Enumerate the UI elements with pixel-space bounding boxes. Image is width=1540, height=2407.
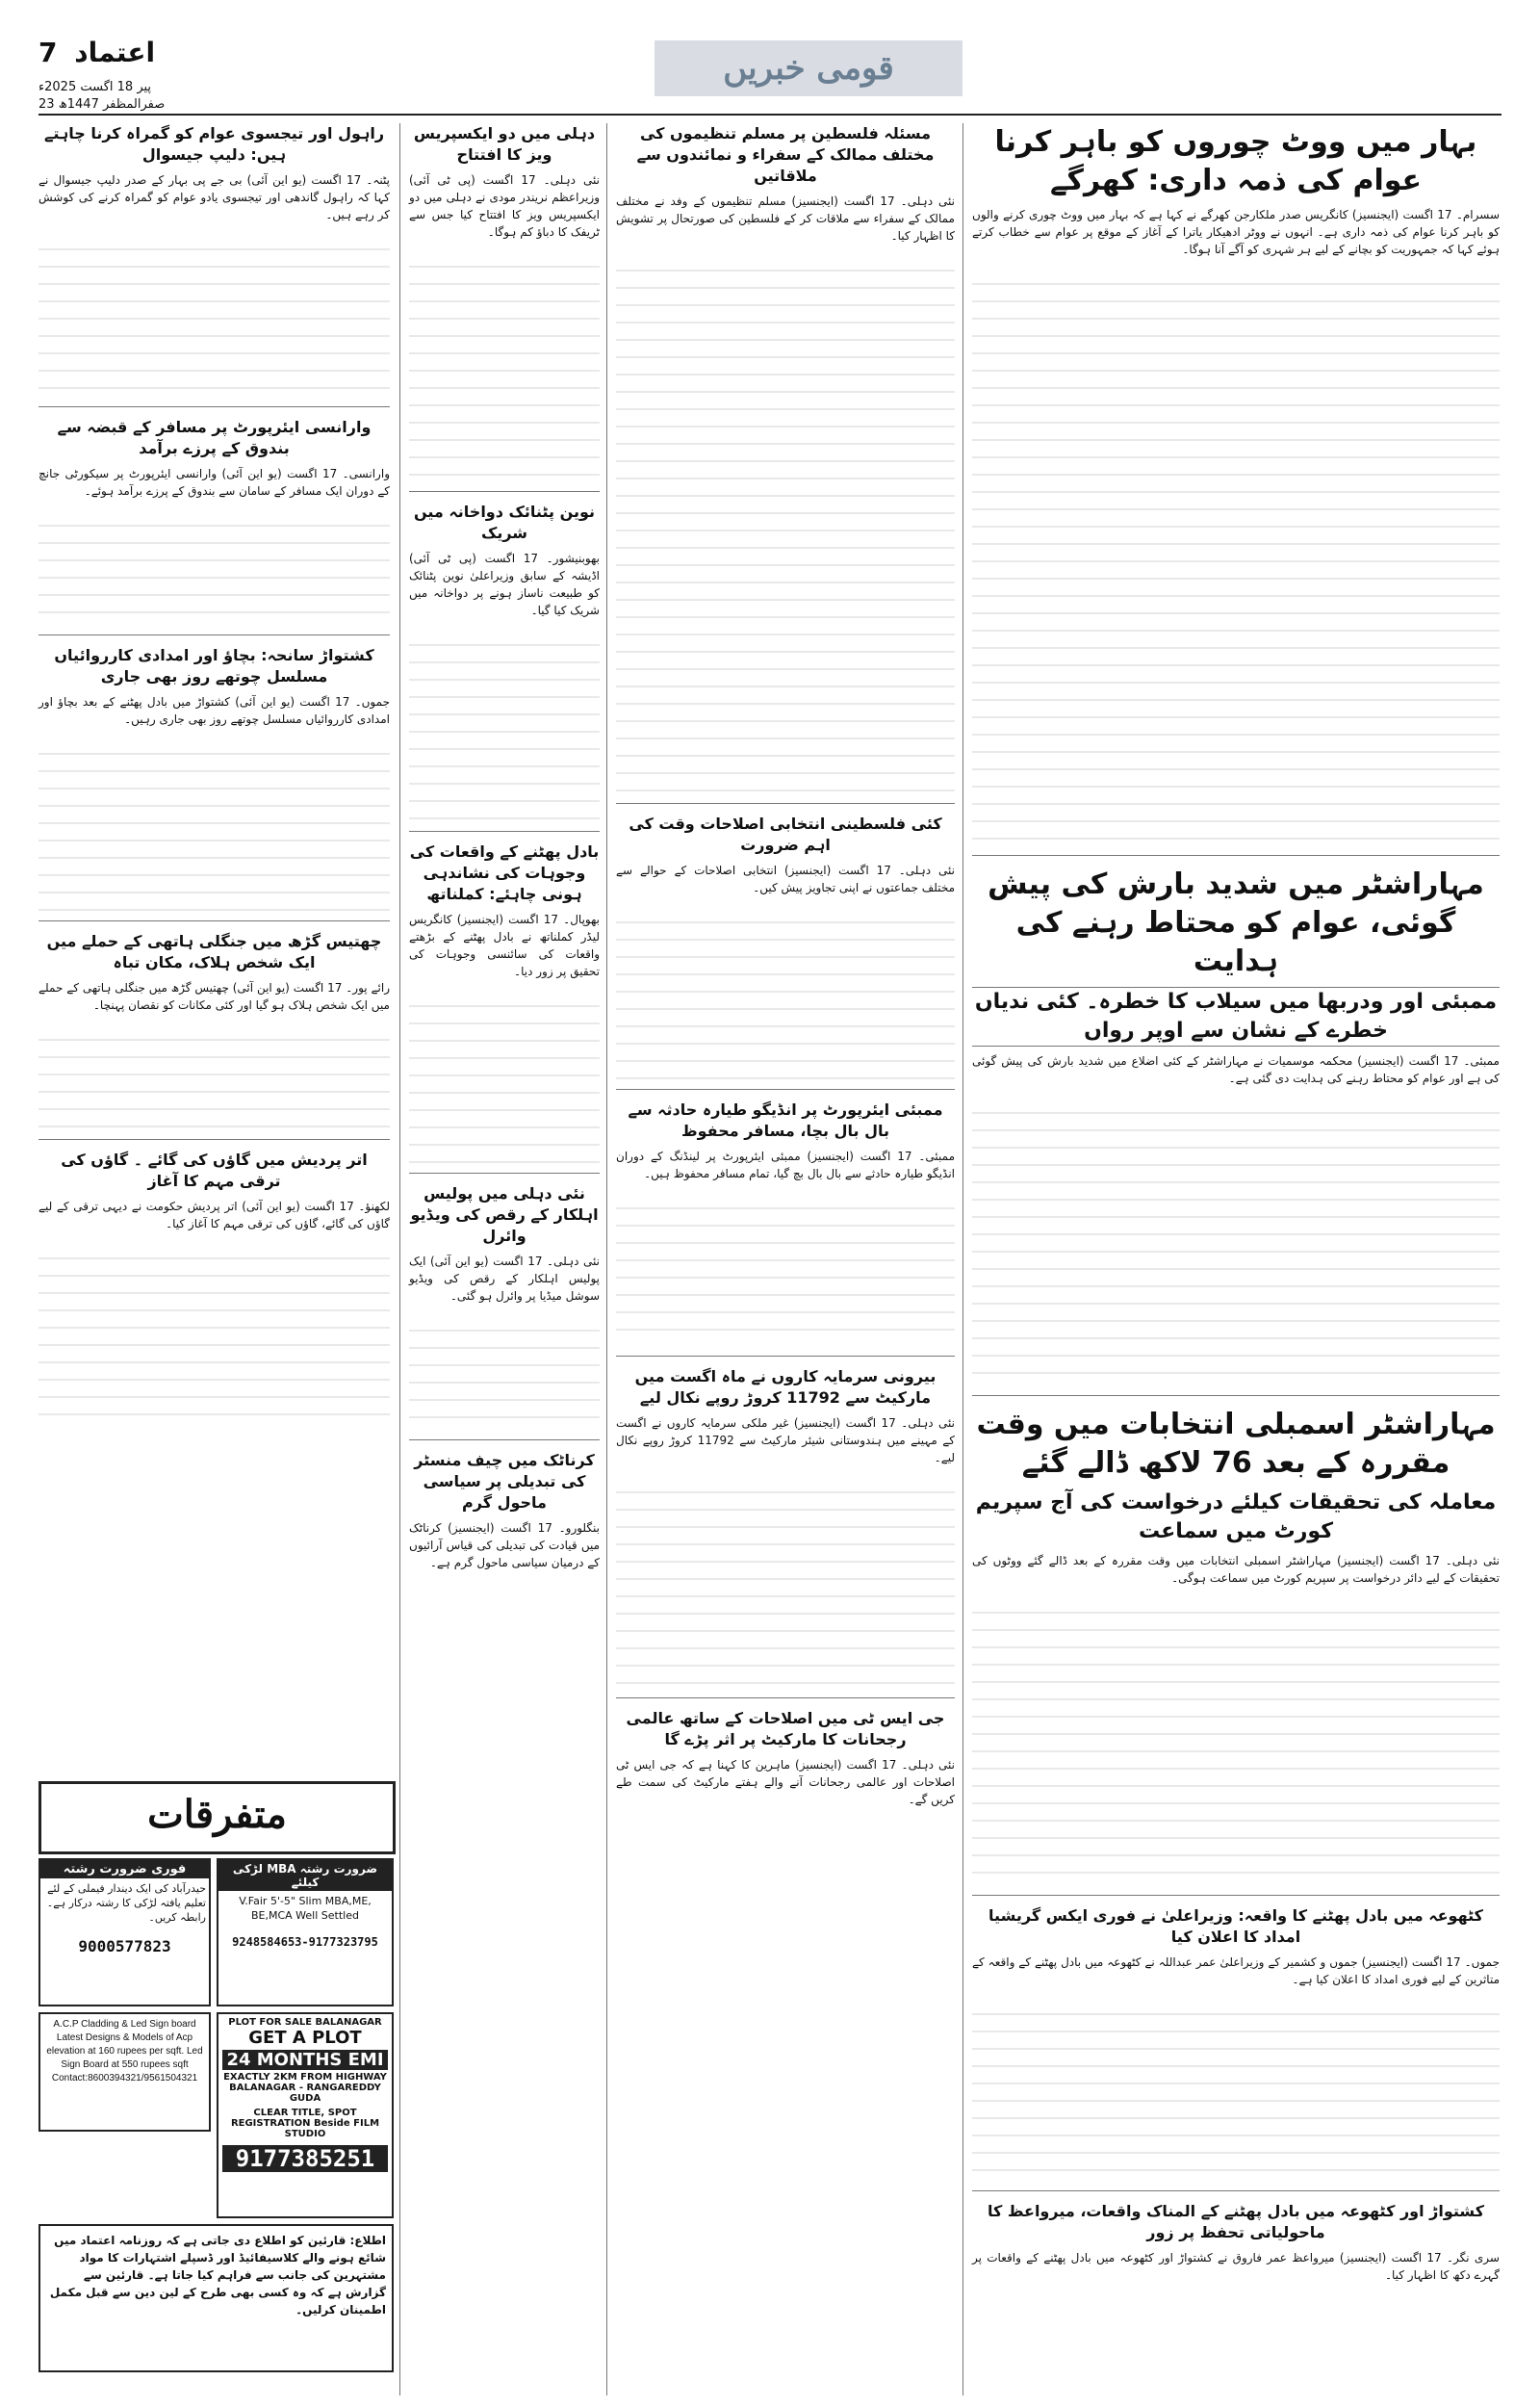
story-body: سسرام۔ 17 اگست (ایجنسیز) کانگریس صدر ملکارجن کھرگے نے کہا ہے کہ بہار میں ووٹ چوری کرنے والوں کو باہر کرنا عوام کی ذمہ داری ہے۔ انہوں نے ووٹر ادھیکار یاترا کے آغاز کے موقع پر عوام سے خطاب کرتے ہوئے کہا کہ جمہوریت کو بچانے کے لیے ہر شہری کو آگے آنا ہوگا۔	[972, 208, 1500, 256]
headline: چھتیس گڑھ میں جنگلی ہاتھی کے حملے میں ایک شخص ہلاک، مکان تباہ	[46, 932, 382, 971]
story-12	[409, 123, 600, 481]
column-right	[972, 123, 1500, 2293]
story-19	[38, 931, 390, 1129]
text-block	[616, 254, 955, 793]
story-21	[409, 1183, 600, 1430]
story-15	[409, 1450, 600, 1571]
story-body: نئی دہلی۔ 17 اگست (ایجنسیز) غیر ملکی سرمایہ کاروں نے اگست کے مہینے میں ہندوستانی شیئر مارکیٹ سے 11792 کروڑ روپے نکال لیے۔	[616, 1416, 955, 1464]
story-body: بھوبنیشور۔ 17 اگست (پی ٹی آئی) اڈیشہ کے سابق وزیراعلیٰ نوین پٹنائک کو طبیعت ناساز ہونے پر دواخانہ میں شریک کیا گیا۔	[409, 552, 600, 617]
story-2	[972, 866, 1500, 1385]
plot-line-4: EXACTLY 2KM FROM HIGHWAY BALANAGAR - RANGAREDDY GUDA	[223, 2072, 387, 2104]
headline: اتر پردیش میں گاؤں کی گائے ۔ گاؤں کی ترقی مہم کا آغاز	[61, 1151, 368, 1190]
headline: بہار میں ووٹ چوروں کو باہر کرنا عوام کی ذمہ داری: کھرگے	[994, 125, 1477, 197]
text-block	[616, 906, 955, 1079]
headline: بیرونی سرمایہ کاروں نے ماہ اگست میں مارکیٹ سے 11792 کروڑ روپے نکال لیے	[634, 1367, 937, 1407]
story-body: بنگلورو۔ 17 اگست (ایجنسیز) کرناٹک میں قیادت کی تبدیلی کی قیاس آرائیوں کے درمیان سیاسی ماحول گرم ہے۔	[409, 1521, 600, 1569]
text-block	[38, 233, 390, 397]
story-body: نئی دہلی۔ 17 اگست (یو این آئی) ایک پولیس اہلکار کے رقص کی ویڈیو سوشل میڈیا پر وائرل ہو گئی۔	[409, 1255, 600, 1303]
ad-phone: 9000577823	[78, 1937, 171, 1955]
plot-line-5: CLEAR TITLE, SPOT REGISTRATION Beside FILM STUDIO	[230, 2108, 380, 2139]
story-body: نئی دہلی۔ 17 اگست (ایجنسیز) مہاراشٹر اسمبلی انتخابات میں وقت مقررہ کے بعد ڈالے گئے ووٹوں کی تحقیقات کے لیے دائر درخواست پر سپریم کورٹ میں سماعت ہوگی۔	[972, 1554, 1500, 1585]
date-hijri: 23 صفرالمظفر 1447ھ	[38, 97, 166, 112]
story-17	[38, 417, 390, 625]
headline: کٹھوعہ میں بادل پھٹنے کا واقعہ: وزیراعلیٰ نے فوری ایکس گریشیا امداد کا اعلان کیا	[988, 1906, 1483, 1946]
text-block	[38, 509, 390, 625]
headline: مسئلہ فلسطین پر مسلم تنظیموں کی مختلف ممالک کے سفراء و نمائندوں سے ملاقاتیں	[636, 124, 935, 185]
headline: کئی فلسطینی انتخابی اصلاحات وقت کی اہم ضرورت	[629, 815, 942, 854]
ad-body: حیدرآباد کی ایک دیندار فیملی کے لئے تعلیم یافتہ لڑکی کا رشتہ درکار ہے۔ رابطہ کریں۔	[46, 1882, 206, 1924]
masthead	[38, 37, 1502, 116]
text-block	[972, 268, 1500, 845]
rishta-ad-2	[217, 1858, 394, 2006]
text-block	[38, 1242, 390, 1415]
notice-box	[38, 2224, 394, 2372]
story-body: پٹنہ۔ 17 اگست (یو این آئی) بی جے پی بہار کے صدر دلیپ جیسوال نے کہا کہ راہول گاندھی اور تیجسوی یادو عوام کو گمراہ کرنے کی کوشش کر رہے ہیں۔	[38, 173, 390, 221]
issue-dates	[38, 79, 165, 114]
ad-title: ضرورت رشتہ MBA لڑکی کیلئے	[218, 1860, 392, 1891]
ad-phone: 9177385251	[222, 2145, 388, 2172]
story-20	[38, 1150, 390, 1415]
text-block	[38, 738, 390, 911]
story-9	[616, 1366, 955, 1688]
column-middle-left	[409, 123, 600, 1581]
story-13	[409, 502, 600, 821]
story-16	[38, 123, 390, 397]
story-body: وارانسی۔ 17 اگست (یو این آئی) وارانسی ایئرپورٹ پر سیکورٹی جانچ کے دوران ایک مسافر کے سامان سے بندوق کے پرزے برآمد ہوئے۔	[38, 467, 390, 498]
ad-phone: 9248584653-9177323795	[232, 1935, 378, 1949]
story-4	[972, 1905, 1500, 2181]
text-block	[409, 629, 600, 821]
headline: بادل پھٹنے کے واقعات کی وجوہات کی نشاندہی ہونی چاہئے: کملناتھ	[409, 842, 600, 903]
headline: کشتواڑ اور کٹھوعہ میں بادل پھٹنے کے المناک واقعات، میرواعظ کا ماحولیاتی تحفظ پر زور	[988, 2202, 1484, 2241]
story-body: سری نگر۔ 17 اگست (ایجنسیز) میرواعظ عمر فاروق نے کشتواڑ اور کٹھوعہ میں بادل پھٹنے کے واقعات پر گہرے دکھ کا اظہار کیا۔	[972, 2251, 1500, 2282]
plot-line-2: GET A PLOT	[248, 2028, 362, 2048]
subheadline: معاملہ کی تحقیقات کیلئے درخواست کی آج سپریم کورٹ میں سماعت	[975, 1490, 1497, 1543]
date-gregorian: پیر 18 اگست 2025ء	[38, 80, 152, 94]
text-block	[409, 990, 600, 1163]
headline: جی ایس ٹی میں اصلاحات کے ساتھ عالمی رجحانات کا مارکیٹ پر اثر پڑے گا	[626, 1709, 945, 1748]
story-5	[972, 2201, 1500, 2284]
headline: راہول اور تیجسوی عوام کو گمراہ کرنا چاہتے ہیں: دلیپ جیسوال	[43, 124, 385, 164]
headline: مہاراشٹر میں شدید بارش کی پیش گوئی، عوام کو محتاط رہنے کی ہدایت	[988, 867, 1484, 978]
subheadline: ممبئی اور ودربھا میں سیلاب کا خطرہ۔ کئی ندیاں خطرے کے نشان سے اوپر رواں	[972, 987, 1500, 1047]
plot-line-3: 24 MONTHS EMI	[222, 2050, 388, 2070]
story-body: جموں۔ 17 اگست (یو این آئی) کشتواڑ میں بادل پھٹنے کے بعد بچاؤ اور امدادی کارروائیاں مسلسل چوتھے روز بھی جاری رہیں۔	[38, 695, 390, 726]
headline: وارانسی ایئرپورٹ پر مسافر کے قبضہ سے بندوق کے پرزے برآمد	[57, 418, 372, 457]
classifieds-title: متفرقات	[147, 1792, 287, 1837]
ad-body: V.Fair 5'-5" Slim MBA,ME, BE,MCA Well Settled	[239, 1895, 372, 1922]
story-body: نئی دہلی۔ 17 اگست (ایجنسیز) مسلم تنظیموں کے وفد نے مختلف ممالک کے سفراء سے ملاقات کر کے فلسطین کی صورتحال پر تشویش کا اظہار کیا۔	[616, 194, 955, 243]
story-body: ممبئی۔ 17 اگست (ایجنسیز) ممبئی ایئرپورٹ پر لینڈنگ کے دوران انڈیگو طیارہ حادثے سے بال بال بچ گیا، تمام مسافر محفوظ ہیں۔	[616, 1150, 955, 1180]
column-middle-right	[616, 123, 955, 1818]
text-block	[616, 1476, 955, 1688]
story-body: نئی دہلی۔ 17 اگست (ایجنسیز) ماہرین کا کہنا ہے کہ جی ایس ٹی اصلاحات اور عالمی رجحانات آنے والے ہفتے مارکیٹ کی سمت طے کریں گے۔	[616, 1758, 955, 1806]
headline: مہاراشٹر اسمبلی انتخابات میں وقت مقررہ کے بعد 76 لاکھ ڈالے گئے	[976, 1408, 1496, 1480]
text-block	[972, 1998, 1500, 2181]
section-title: قومی خبریں	[654, 40, 962, 96]
headline: کشتواڑ سانحہ: بچاؤ اور امدادی کارروائیاں مسلسل چوتھے روز بھی جاری	[54, 646, 374, 686]
text-block	[409, 250, 600, 481]
story-body: نئی دہلی۔ 17 اگست (ایجنسیز) انتخابی اصلاحات کے حوالے سے مختلف جماعتوں نے اپنی تجاویز پیش کیں۔	[616, 864, 955, 894]
headline: کرناٹک میں چیف منسٹر کی تبدیلی پر سیاسی ماحول گرم	[414, 1451, 595, 1512]
column-left	[38, 123, 390, 1415]
classifieds-banner	[38, 1781, 396, 1854]
story-8	[616, 1100, 955, 1346]
story-body: نئی دہلی۔ 17 اگست (پی ٹی آئی) وزیراعظم نریندر مودی نے دہلی میں دو ایکسپریس ویز کا افتتاح کیا جس سے ٹریفک کا دباؤ کم ہوگا۔	[409, 173, 600, 239]
story-3	[972, 1406, 1500, 1885]
ad-title: فوری ضرورت رشتہ	[40, 1860, 209, 1878]
story-6	[616, 123, 955, 793]
headline: نئی دہلی میں پولیس اہلکار کے رقص کی ویڈیو وائرل	[410, 1184, 599, 1245]
page-number: 7 اعتماد	[38, 37, 156, 68]
story-body: رائے پور۔ 17 اگست (یو این آئی) چھتیس گڑھ میں جنگلی ہاتھی کے حملے میں ایک شخص ہلاک ہو گیا اور کئی مکانات کو نقصان پہنچا۔	[38, 981, 390, 1012]
story-body: جموں۔ 17 اگست (ایجنسیز) جموں و کشمیر کے وزیراعلیٰ عمر عبداللہ نے کٹھوعہ میں بادل پھٹنے کے واقعہ کے متاثرین کے لیے فوری امداد کا اعلان کیا ہے۔	[972, 1955, 1500, 1986]
story-body: ممبئی۔ 17 اگست (ایجنسیز) محکمہ موسمیات نے مہاراشٹر کے کئی اضلاع میں شدید بارش کی پیش گوئی کی ہے اور عوام کو محتاط رہنے کی ہدایت دی گئی ہے۔	[972, 1054, 1500, 1085]
story-14	[409, 841, 600, 1163]
cladding-ad	[38, 2012, 211, 2132]
text-block	[972, 1596, 1500, 1885]
text-block	[972, 1097, 1500, 1385]
headline: ممبئی ایئرپورٹ پر انڈیگو طیارہ حادثہ سے بال بال بچا، مسافر محفوظ	[628, 1100, 943, 1140]
story-7	[616, 814, 955, 1079]
story-10	[616, 1708, 955, 1808]
headline: دہلی میں دو ایکسپریس ویز کا افتتاح	[413, 124, 596, 164]
headline: نوین پٹنائک دواخانہ میں شریک	[413, 503, 596, 542]
text-block	[38, 1023, 390, 1129]
plot-sale-ad	[217, 2012, 394, 2218]
plot-line-1: PLOT FOR SALE BALANAGAR	[228, 2017, 382, 2028]
notice-text: اطلاع: قارئین کو اطلاع دی جاتی ہے کہ روزنامہ اعتماد میں شائع ہونے والے کلاسیفائیڈ اور ڈسپلے اشتہارات کا مواد مشتہرین کی جانب سے فراہم کیا جاتا ہے۔ قارئین سے گزارش ہے کہ وہ کسی بھی طرح کے لین دین سے قبل مکمل اطمینان کرلیں۔	[49, 2234, 386, 2316]
story-body: بھوپال۔ 17 اگست (ایجنسیز) کانگریس لیڈر کملناتھ نے بادل پھٹنے کے بڑھتے واقعات کی سائنسی وجوہات کی تحقیق پر زور دیا۔	[409, 913, 600, 978]
story-1	[972, 123, 1500, 845]
text-block	[616, 1192, 955, 1346]
text-block	[409, 1314, 600, 1430]
story-body: لکھنؤ۔ 17 اگست (یو این آئی) اتر پردیش حکومت نے دیہی ترقی کے لیے گاؤں کی گائے، گاؤں کی ترقی مہم کا آغاز کیا۔	[38, 1200, 390, 1230]
rishta-ad-1	[38, 1858, 211, 2006]
ad-body: A.C.P Cladding & Led Sign board Latest Designs & Models of Acp elevation at 160 rupees per sqft. Led Sign Board at 550 rupees sqft Contact:8600394321/9561504321	[46, 2019, 203, 2083]
story-18	[38, 645, 390, 911]
